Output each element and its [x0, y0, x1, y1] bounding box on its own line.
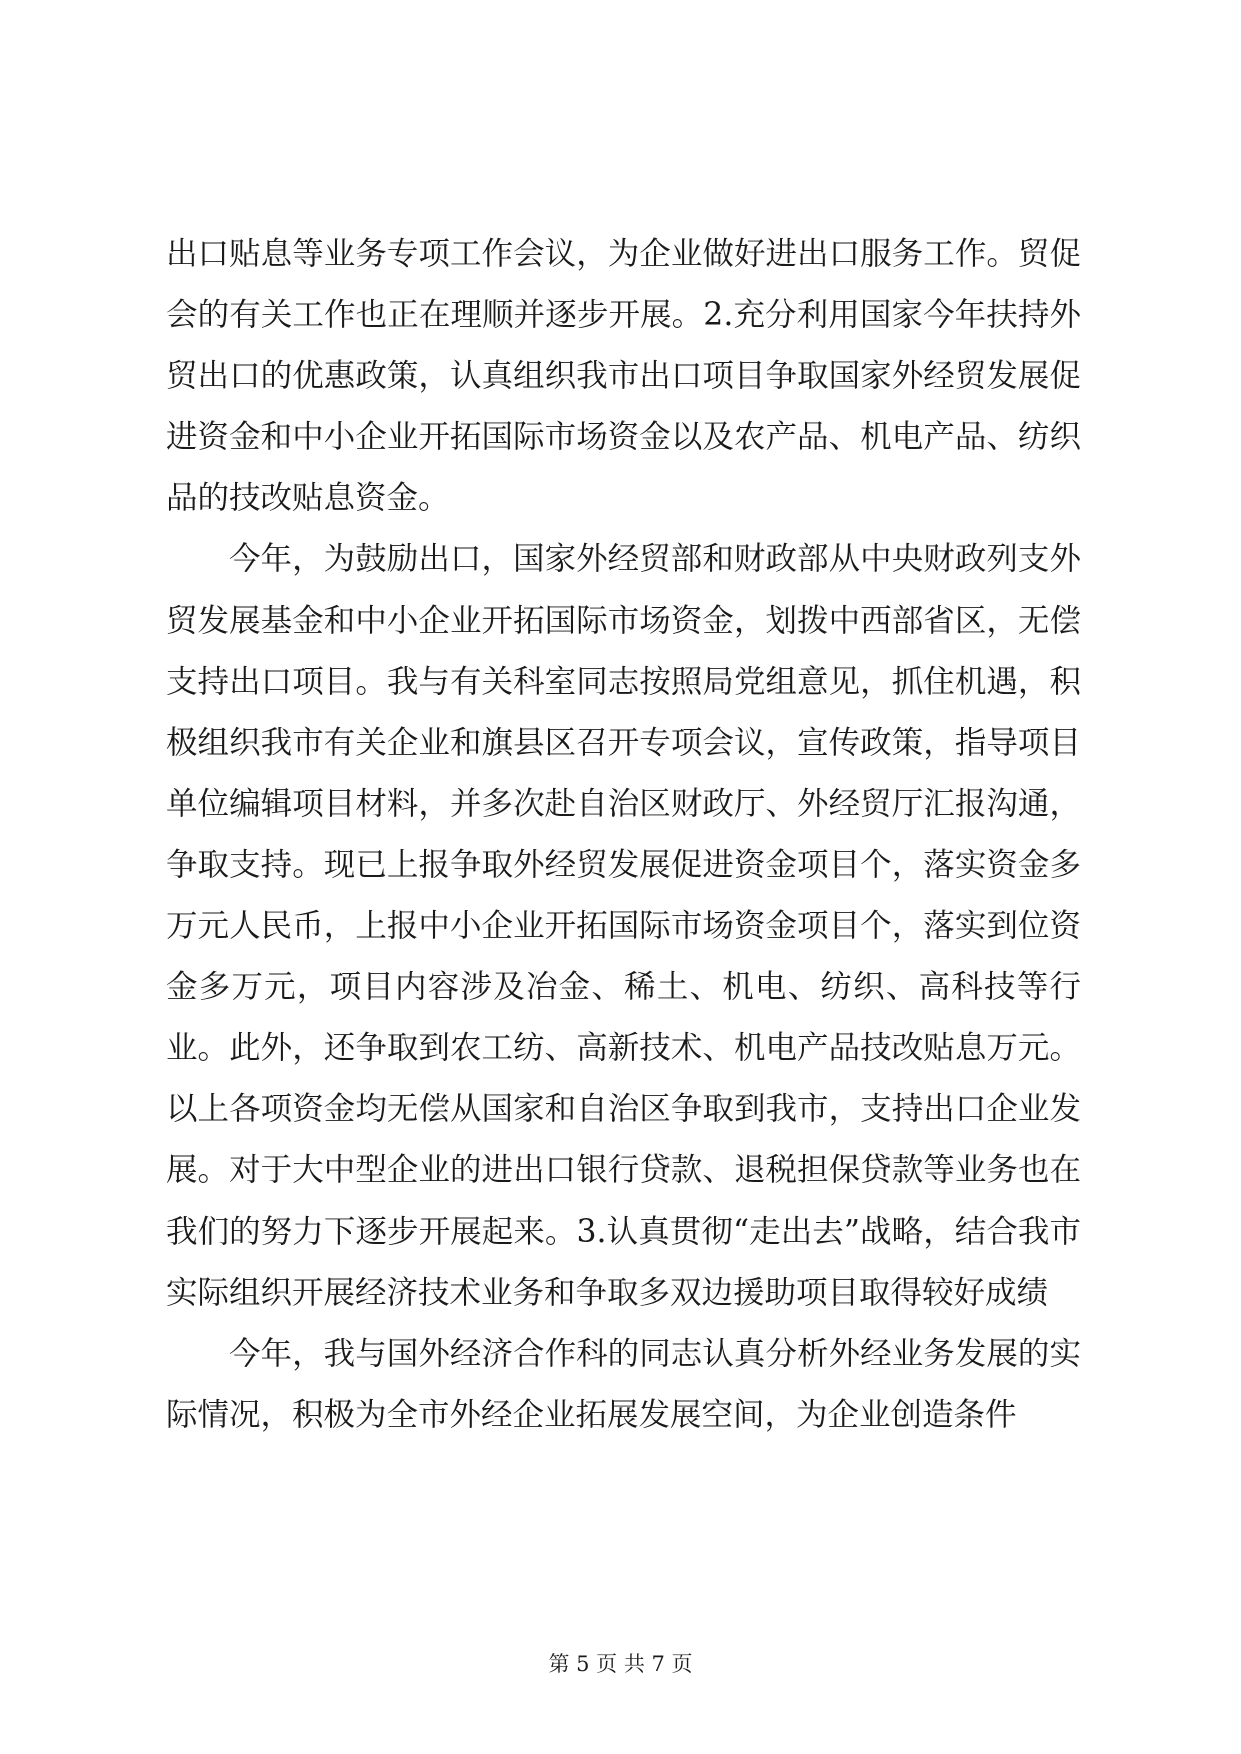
document-body [166, 224, 1081, 1446]
paragraph-1: 出口贴息等业务专项工作会议，为企业做好进出口服务工作。贸促会的有关工作也正在理顺并逐步开展。2.充分利用国家今年扶持外贸出口的优惠政策，认真组织我市出口项目争取国家外经贸发展促进资金和中小企业开拓国际市场资金以及农产品、机电产品、纺织品的技改贴息资金。 [166, 236, 1081, 517]
paragraph-2: 今年，为鼓励出口，国家外经贸部和财政部从中央财政列支外贸发展基金和中小企业开拓国际市场资金，划拨中西部省区，无偿支持出口项目。我与有关科室同志按照局党组意见，抓住机遇，积极组织我市有关企业和旗县区召开专项会议，宣传政策，指导项目单位编辑项目材料，并多次赴自治区财政厅、外经贸厅汇报沟通，争取支持。现已上报争取外经贸发展促进资金项目个，落实资金多万元人民币，上报中小企业开拓国际市场资金项目个，落实到位资金多万元，项目内容涉及冶金、稀土、机电、纺织、高科技等行业。此外，还争取到农工纺、高新技术、机电产品技改贴息万元。以上各项资金均无偿从国家和自治区争取到我市，支持出口企业发展。对于大中型企业的进出口银行贷款、退税担保贷款等业务也在我们的努力下逐步开展起来。3.认真贯彻“走出去”战略，结合我市实际组织开展经济技术业务和争取多双边援助项目取得较好成绩 [166, 541, 1081, 1311]
page-number-footer: 第 5 页 共 7 页 [548, 1652, 693, 1676]
paragraph-3: 今年，我与国外经济合作科的同志认真分析外经业务发展的实际情况，积极为全市外经企业拓展发展空间，为企业创造条件 [166, 1335, 1081, 1433]
